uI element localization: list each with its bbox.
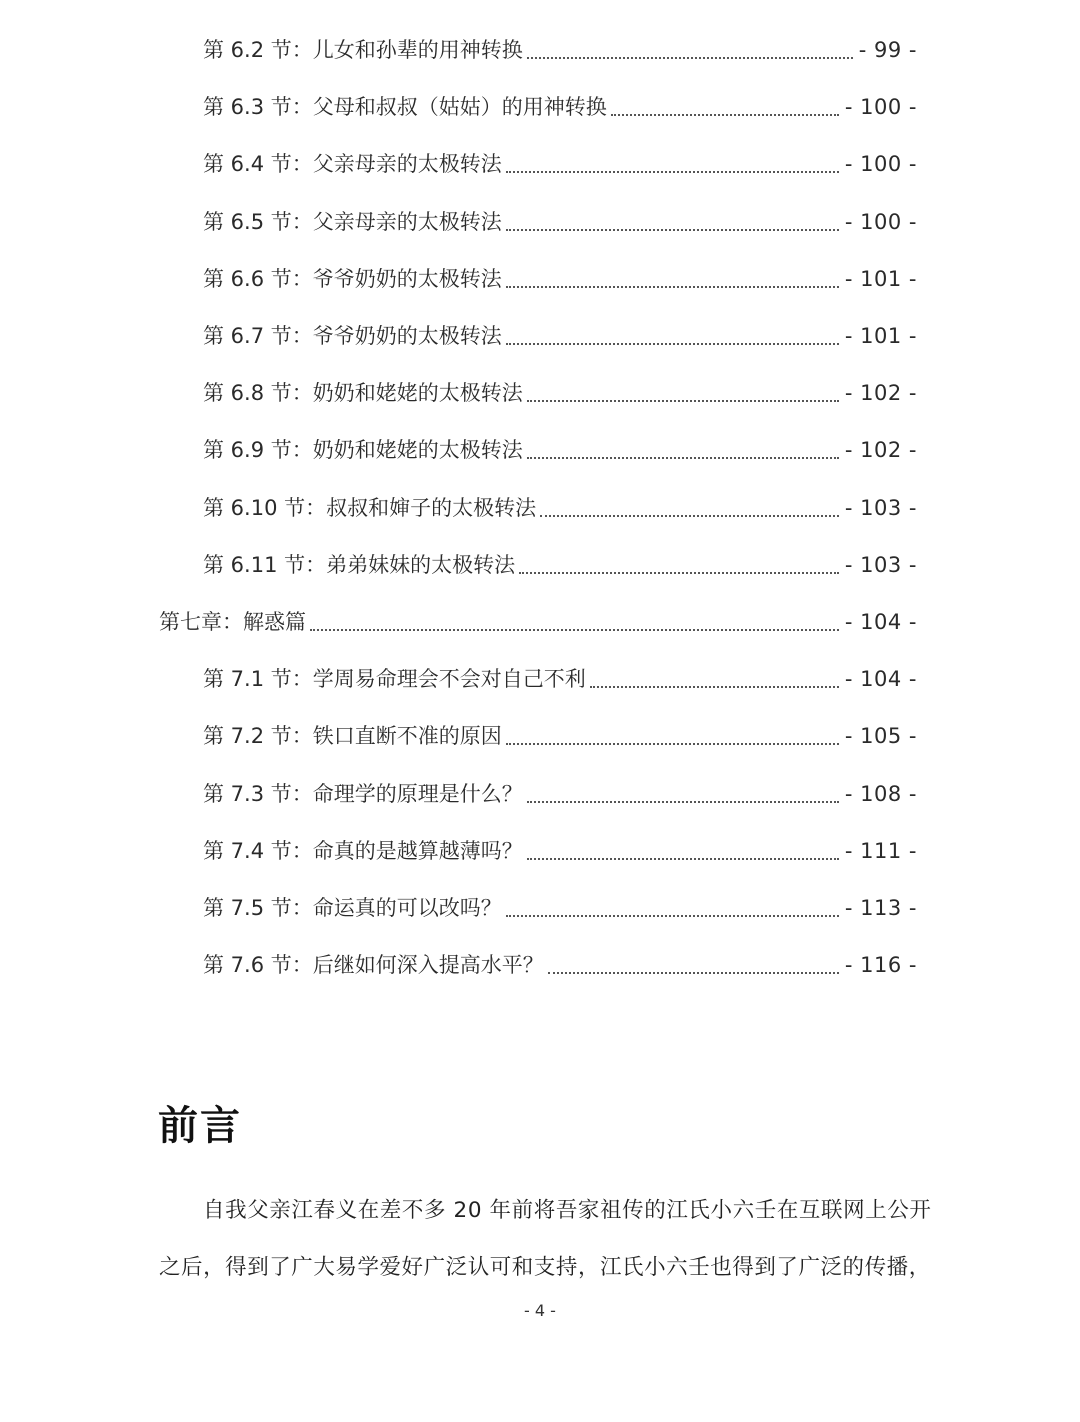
preface-paragraph-line: 自我父亲江春义在差不多 20 年前将吾家祖传的江氏小六壬在互联网上公开 [203, 1198, 932, 1223]
toc-entry-page: - 100 - [844, 152, 917, 177]
dot-leader [506, 170, 839, 173]
toc-entry[interactable] [0, 136, 1080, 193]
toc-entry-title: 第 7.4 节：命真的是越算越薄吗？ [203, 841, 527, 862]
preface-heading: 前言 [158, 1103, 242, 1149]
toc-entry-title: 第 6.10 节：叔叔和婶子的太极转法 [203, 498, 540, 519]
toc-entry-title: 第 6.9 节：奶奶和姥姥的太极转法 [203, 440, 527, 461]
toc-entry-page: - 103 - [844, 552, 917, 577]
toc-entry-page: - 104 - [844, 667, 917, 692]
toc-entry[interactable] [0, 22, 1080, 79]
toc-entry-page: - 99 - [858, 38, 917, 63]
dot-leader [506, 914, 839, 917]
dot-leader [527, 456, 839, 459]
toc-entry-title: 第 6.3 节：父母和叔叔（姑姑）的用神转换 [203, 97, 611, 118]
dot-leader [611, 113, 839, 116]
dot-leader [527, 56, 853, 59]
dot-leader [527, 800, 839, 803]
toc-entry-title: 第 7.3 节：命理学的原理是什么？ [203, 784, 527, 805]
toc-entry-title: 第 6.4 节：父亲母亲的太极转法 [203, 154, 506, 175]
dot-leader [548, 971, 839, 974]
toc-entry-page: - 116 - [844, 953, 917, 978]
toc-entry-page: - 102 - [844, 438, 917, 463]
toc-entry-page: - 113 - [844, 895, 917, 920]
toc-entry-page: - 101 - [844, 324, 917, 349]
toc-entry-title: 第 6.11 节：弟弟妹妹的太极转法 [203, 555, 519, 576]
dot-leader [506, 742, 839, 745]
toc-entry-page: - 103 - [844, 495, 917, 520]
page-number: - 4 - [524, 1301, 556, 1320]
dot-leader [310, 628, 839, 631]
preface-paragraph-line: 之后，得到了广大易学爱好广泛认可和支持，江氏小六壬也得到了广泛的传播， [159, 1255, 931, 1280]
dot-leader [506, 342, 839, 345]
toc-entry[interactable] [0, 708, 1080, 765]
toc-entry-title: 第 6.8 节：奶奶和姥姥的太极转法 [203, 383, 527, 404]
toc-chapter-entry[interactable] [0, 594, 1080, 651]
toc-entry[interactable] [0, 937, 1080, 994]
dot-leader [527, 857, 839, 860]
toc-entry-title: 第 6.6 节：爷爷奶奶的太极转法 [203, 269, 506, 290]
toc-entry-title: 第 6.7 节：爷爷奶奶的太极转法 [203, 326, 506, 347]
toc-entry[interactable] [0, 79, 1080, 136]
toc-entry-title: 第 7.6 节：后继如何深入提高水平？ [203, 955, 548, 976]
toc-entry[interactable] [0, 537, 1080, 594]
toc-entry-page: - 101 - [844, 266, 917, 291]
toc-entry-page: - 100 - [844, 209, 917, 234]
dot-leader [540, 514, 839, 517]
toc-entry[interactable] [0, 308, 1080, 365]
toc-entry-page: - 105 - [844, 724, 917, 749]
dot-leader [590, 685, 839, 688]
toc-entry[interactable] [0, 880, 1080, 937]
toc-entry-page: - 104 - [844, 609, 917, 634]
toc-entry[interactable] [0, 365, 1080, 422]
toc-entry[interactable] [0, 194, 1080, 251]
toc-entry-title: 第 6.5 节：父亲母亲的太极转法 [203, 212, 506, 233]
toc-entry-title: 第七章：解惑篇 [159, 612, 310, 633]
dot-leader [519, 571, 839, 574]
toc-entry[interactable] [0, 765, 1080, 822]
toc-entry-title: 第 7.1 节：学周易命理会不会对自己不利 [203, 669, 590, 690]
toc-entry[interactable] [0, 651, 1080, 708]
table-of-contents [0, 22, 1080, 994]
toc-entry-title: 第 7.2 节：铁口直断不准的原因 [203, 726, 506, 747]
toc-entry[interactable] [0, 251, 1080, 308]
toc-entry-page: - 108 - [844, 781, 917, 806]
toc-entry-title: 第 7.5 节：命运真的可以改吗？ [203, 898, 506, 919]
toc-entry[interactable] [0, 480, 1080, 537]
toc-entry-page: - 100 - [844, 95, 917, 120]
dot-leader [527, 399, 839, 402]
dot-leader [506, 228, 839, 231]
dot-leader [506, 285, 839, 288]
toc-entry-page: - 102 - [844, 381, 917, 406]
toc-entry-page: - 111 - [844, 838, 917, 863]
toc-entry[interactable] [0, 422, 1080, 479]
toc-entry-title: 第 6.2 节：儿女和孙辈的用神转换 [203, 40, 527, 61]
toc-entry[interactable] [0, 823, 1080, 880]
